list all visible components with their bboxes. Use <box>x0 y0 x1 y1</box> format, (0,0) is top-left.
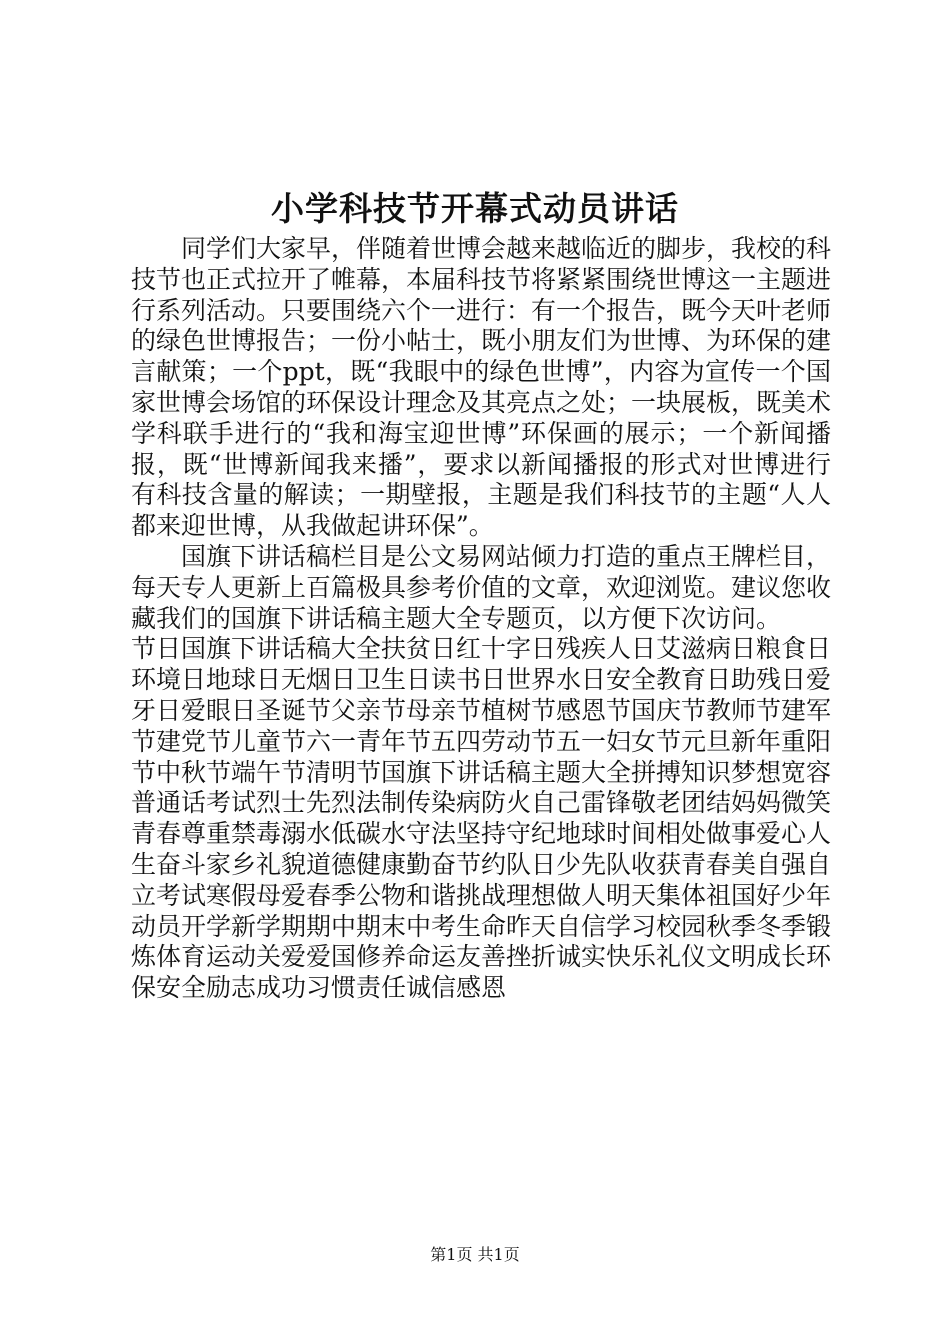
paragraph-column-intro: 国旗下讲话稿栏目是公文易网站倾力打造的重点王牌栏目，每天专人更新上百篇极具参考价值的文章，欢迎浏览。建议您收藏我们的国旗下讲话稿主题大全专题页，以方便下次访问。 <box>131 541 832 633</box>
page-footer: 第1页 共1页 <box>430 1245 520 1264</box>
document-title: 小学科技节开幕式动员讲话 <box>271 189 679 228</box>
document-body <box>131 234 831 1004</box>
paragraph-topic-list: 节日国旗下讲话稿大全扶贫日红十字日残疾人日艾滋病日粮食日环境日地球日无烟日卫生日读书日世界水日安全教育日助残日爱牙日爱眼日圣诞节父亲节母亲节植树节感恩节国庆节教师节建军节建党节儿童节六一青年节五四劳动节五一妇女节元旦新年重阳节中秋节端午节清明节国旗下讲话稿主题大全拼搏知识梦想宽容普通话考试烈士先烈法制传染病防火自己雷锋敬老团结妈妈微笑青春尊重禁毒溺水低碳水守法坚持守纪地球时间相处做事爱心人生奋斗家乡礼貌道德健康勤奋节约队日少先队收获青春美自强自立考试寒假母爱春季公物和谐挑战理想做人明天集体祖国好少年动员开学新学期期中期末中考生命昨天自信学习校园秋季冬季锻炼体育运动关爱爱国修养命运友善挫折诚实快乐礼仪文明成长环保安全励志成功习惯责任诚信感恩 <box>131 634 832 1003</box>
paragraph-opening-speech: 同学们大家早，伴随着世博会越来越临近的脚步，我校的科技节也正式拉开了帷幕，本届科技节将紧紧围绕世博这一主题进行系列活动。只要围绕六个一进行：有一个报告，既今天叶老师的绿色世博报告；一份小帖士，既小朋友们为世博、为环保的建言献策；一个ppt，既“我眼中的绿色世博”，内容为宣传一个国家世博会场馆的环保设计理念及其亮点之处；一块展板，既美术学科联手进行的“我和海宝迎世博”环保画的展示；一个新闻播报，既“世博新闻我来播”，要求以新闻播报的形式对世博进行有科技含量的解读；一期壁报，主题是我们科技节的主题“人人都来迎世博，从我做起讲环保”。 <box>131 234 832 541</box>
